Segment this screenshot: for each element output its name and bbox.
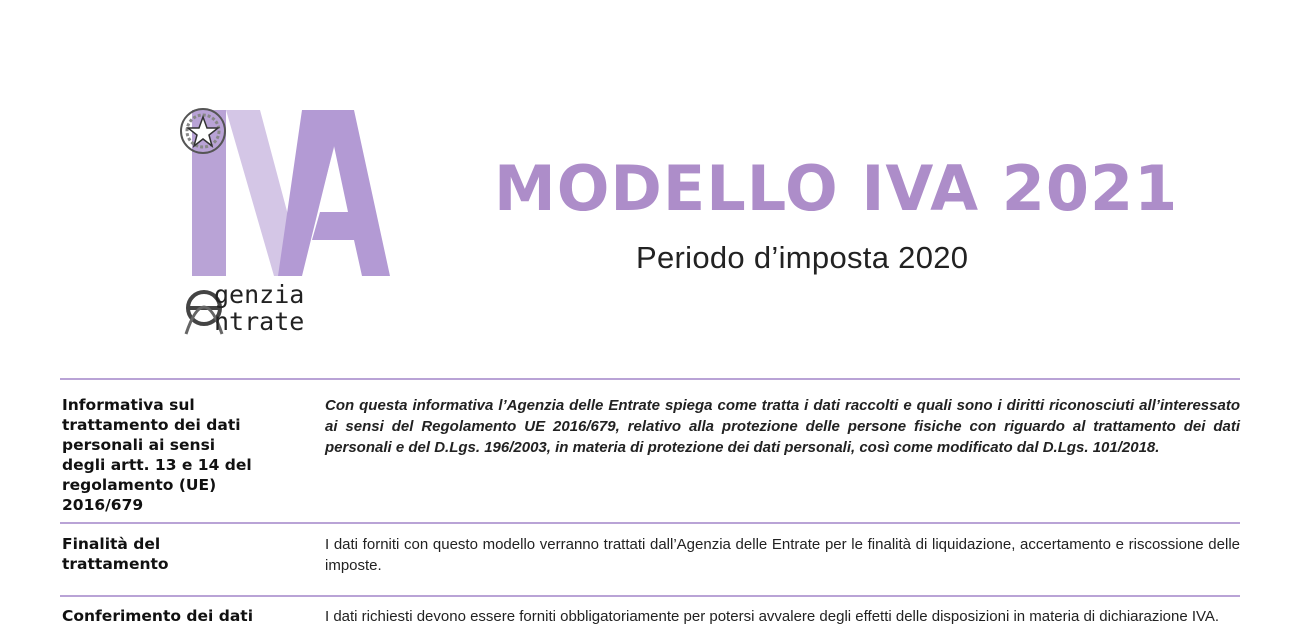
section-divider [60, 595, 1240, 597]
agency-name-line1: genzia [214, 280, 305, 309]
agency-name-line2: ntrate [214, 307, 305, 336]
page-subtitle: Periodo d’imposta 2020 [636, 240, 969, 275]
page-title: MODELLO IVA 2021 [494, 152, 1179, 225]
section-divider [60, 378, 1240, 380]
section-text: Con questa informativa l’Agenzia delle Entrate spiega come tratta i dati raccolti e quali sono i diritti riconosciuti all’interessato ai sensi del Regolamento UE 2016/679, relativo alla protezione delle persone fisiche con riguardo al trattamento dei dati personali e del D.Lgs. 196/2003, in materia di protezione dei dati personali, così come modificato dal D.Lgs. 101/2018. [325, 397, 1240, 456]
section-label: Informativa sul trattamento dei dati personali ai sensi degli artt. 13 e 14 del regolamento (UE) 2016/679 [62, 396, 252, 514]
section-text: I dati forniti con questo modello verranno trattati dall’Agenzia delle Entrate per le finalità di liquidazione, accertamento e riscossione delle imposte. [325, 536, 1240, 574]
italian-republic-emblem-icon [178, 104, 228, 158]
section-label: Finalità del trattamento [62, 535, 169, 573]
section-divider [60, 522, 1240, 524]
section-text: I dati richiesti devono essere forniti obbligatoriamente per potersi avvalere degli effetti delle disposizioni in materia di dichiarazione IVA. [325, 608, 1220, 625]
section-label: Conferimento dei dati [62, 607, 254, 625]
agenzia-entrate-logo [178, 104, 418, 344]
